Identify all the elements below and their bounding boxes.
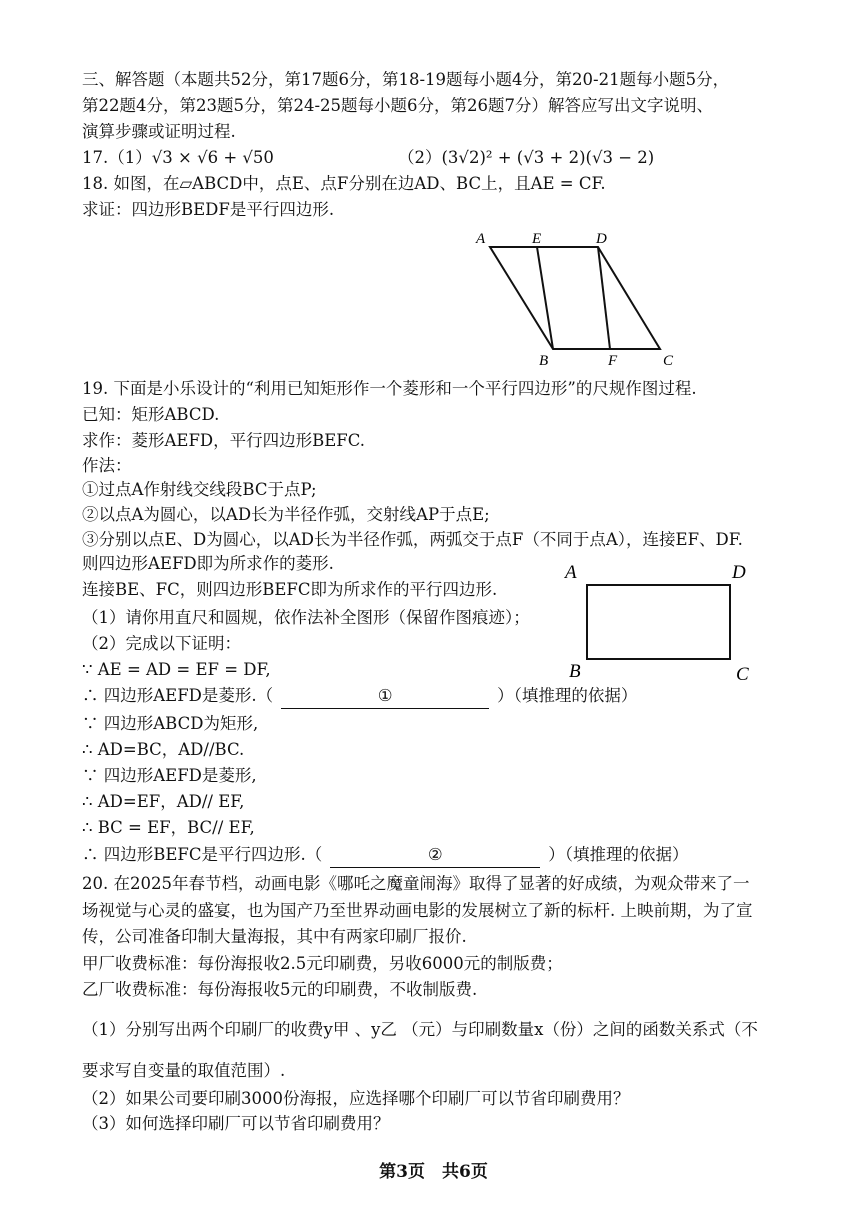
q19-method: 作法： [82,456,132,475]
q19-step3b: 则四边形AEFD即为所求作的菱形. [82,554,334,573]
proof-line-2-text: ∴ 四边形AEFD是菱形.（ [82,686,274,705]
proof-line-8-text: ∴ 四边形BEFC是平行四边形.（ [82,845,323,864]
fig18-label-c: C [663,353,674,369]
q20-line4: 甲厂收费标准：每份海报收2.5元印刷费，另收6000元的制版费； [82,954,563,973]
q19-step4: 连接BE、FC，则四边形BEFC即为所求作的平行四边形. [82,580,498,599]
q17-part2: （2）(3√2)² + (√3 + 2)(√3 − 2) [398,148,655,167]
page-footer: 第3页 共6页 [379,1162,488,1182]
blank-1[interactable]: ① [281,684,489,709]
fig18-label-b: B [539,353,549,369]
proof-line-6: ∴ AD=EF，AD// EF, [82,792,245,811]
q18-line2: 求证：四边形BEDF是平行四边形. [82,200,335,219]
fig19-label-d: D [732,562,746,583]
reason-note-2: ）（填推理的依据） [548,845,689,864]
q18-line1: 18. 如图，在▱ABCD中，点E、点F分别在边AD、BC上，且AE = CF. [82,174,606,193]
q20-line7: 要求写自变量的取值范围）. [82,1061,286,1080]
fig18-label-a: A [476,231,486,247]
q20-line2: 场视觉与心灵的盛宴，也为国产乃至世界动画电影的发展树立了新的标杆. 上映前期，为了宣 [82,901,753,920]
parallelogram-figure [465,225,695,370]
section-line-2: 第22题4分，第23题5分，第24-25题每小题6分，第26题7分）解答应写出文字说明、 [82,96,714,115]
proof-line-7: ∴ BC = EF，BC// EF, [82,818,255,837]
proof-line-1: ∵ AE = AD = EF = DF, [82,660,271,679]
proof-line-5: ∵ 四边形AEFD是菱形, [82,766,257,785]
section-line-1: 三、解答题（本题共52分，第17题6分，第18-19题每小题4分，第20-21题每小题5分， [82,70,730,89]
q19-task1: （1）请你用直尺和圆规，依作法补全图形（保留作图痕迹）； [82,608,530,627]
q19-step2: ②以点A为圆心，以AD长为半径作弧，交射线AP于点E; [82,505,490,524]
proof-line-3: ∵ 四边形ABCD为矩形, [82,714,259,733]
q20-line1: 20. 在2025年春节档，动画电影《哪吒之魔童闹海》取得了显著的好成绩，为观众带来了一 [82,874,750,893]
q17-part1: 17.（1）√3 × √6 + √50 [82,148,274,167]
q19-given: 已知：矩形ABCD. [82,405,220,424]
rectangle-figure [555,558,775,688]
q20-line8: （2）如果公司要印刷3000份海报，应选择哪个印刷厂可以节省印刷费用？ [82,1089,630,1108]
fig19-label-a: A [565,562,577,583]
fig18-label-d: D [596,231,607,247]
proof-line-4: ∴ AD=BC，AD//BC. [82,740,245,759]
q19-intro: 19. 下面是小乐设计的“利用已知矩形作一个菱形和一个平行四边形”的尺规作图过程. [82,379,697,398]
fig19-label-b: B [569,661,581,682]
proof-line-8 [82,843,688,868]
q19-construct: 求作：菱形AEFD，平行四边形BEFC. [82,431,366,450]
q20-line6: （1）分别写出两个印刷厂的收费y甲 、y乙 （元）与印刷数量x（份）之间的函数关系式（不 [82,1020,758,1039]
q19-step1: ①过点A作射线交线段BC于点P; [82,480,317,499]
blank-2[interactable]: ② [330,843,540,868]
fig18-label-e: E [532,231,542,247]
q19-step3a: ③分别以点E、D为圆心，以AD长为半径作弧，两弧交于点F（不同于点A），连接EF、DF. [82,530,743,549]
q20-line9: （3）如何选择印刷厂可以节省印刷费用？ [82,1114,390,1133]
fig18-label-f: F [608,353,618,369]
section-line-3: 演算步骤或证明过程. [82,122,236,141]
q20-line5: 乙厂收费标准：每份海报收5元的印刷费，不收制版费. [82,980,478,999]
q19-task2: （2）完成以下证明： [82,634,241,653]
fig19-label-c: C [736,664,749,685]
q20-line3: 传，公司准备印制大量海报，其中有两家印刷厂报价. [82,927,467,946]
reason-note-1: ）（填推理的依据） [497,686,638,705]
